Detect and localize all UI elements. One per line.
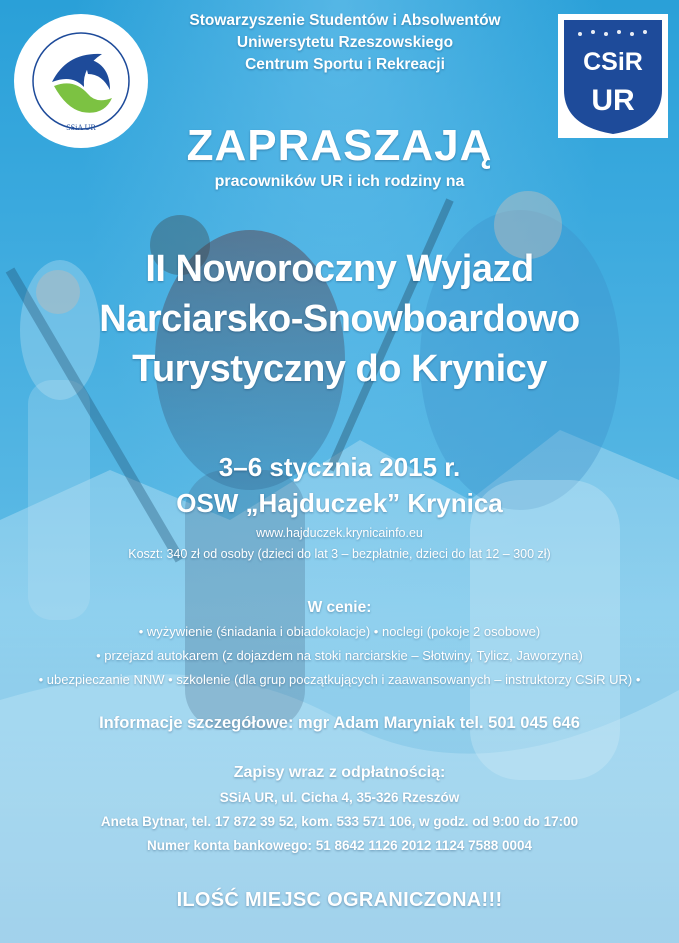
organizer-header (150, 10, 540, 76)
signup-bank-account: Numer konta bankowego: 51 8642 1126 2012 1124 7588 0004 (147, 838, 532, 853)
price-item-line-1: • wyżywienie (śniadania i obiadokolacje) • noclegi (pokoje 2 osobowe) (138, 624, 541, 639)
cost-info: Koszt: 340 zł od osoby (dzieci do lat 3 – bezpłatnie, dzieci do lat 12 – 300 zł) (128, 547, 551, 561)
price-item-line-3: • ubezpieczanie NNW • szkolenie (dla grup początkujących i zaawansowanych – instruktorzy CSiR UR) • (38, 672, 641, 687)
limited-places-notice: ILOŚĆ MIEJSC OGRANICZONA!!! (176, 889, 503, 911)
signup-heading: Zapisy wraz z odpłatnością: (233, 764, 446, 781)
event-date: 3–6 stycznia 2015 r. (218, 452, 461, 482)
price-item-line-2: • przejazd autokarem (z dojazdem na stoki narciarskie – Słotwiny, Tylicz, Jaworzyna) (96, 648, 583, 663)
event-venue: OSW „Hajduczek” Krynica (176, 488, 503, 518)
svg-text:SSiA UR: SSiA UR (66, 123, 96, 132)
price-includes-list (0, 620, 679, 692)
contact-info: Informacje szczegółowe: mgr Adam Maryniak tel. 501 045 646 (99, 714, 580, 732)
csir-logo-subtext: UR (591, 84, 635, 117)
signup-address: SSiA UR, ul. Cicha 4, 35-326 Rzeszów (219, 790, 460, 805)
event-title-line-3: Turystyczny do Krynicy (132, 348, 547, 390)
event-title-line-1: II Noworoczny Wyjazd (145, 248, 534, 290)
signup-contact: Aneta Bytnar, tel. 17 872 39 52, kom. 533 571 106, w godz. od 9:00 do 17:00 (100, 814, 579, 829)
organizer-line-2: Uniwersytetu Rzeszowskiego (236, 34, 454, 51)
invite-heading: ZAPRASZAJĄ (186, 121, 493, 170)
price-includes-heading: W cenie: (307, 599, 372, 616)
organizer-line-3: Centrum Sportu i Rekreacji (245, 56, 445, 73)
event-title (0, 244, 679, 394)
signup-details (0, 786, 679, 858)
organizer-line-1: Stowarzyszenie Studentów i Absolwentów (189, 12, 501, 29)
csir-logo-text: CSiR (583, 48, 643, 76)
venue-url[interactable]: www.hajduczek.krynicainfo.eu (256, 526, 423, 540)
invite-subheading: pracowników UR i ich rodziny na (214, 173, 465, 190)
event-title-line-2: Narciarsko-Snowboardowo (99, 298, 580, 340)
